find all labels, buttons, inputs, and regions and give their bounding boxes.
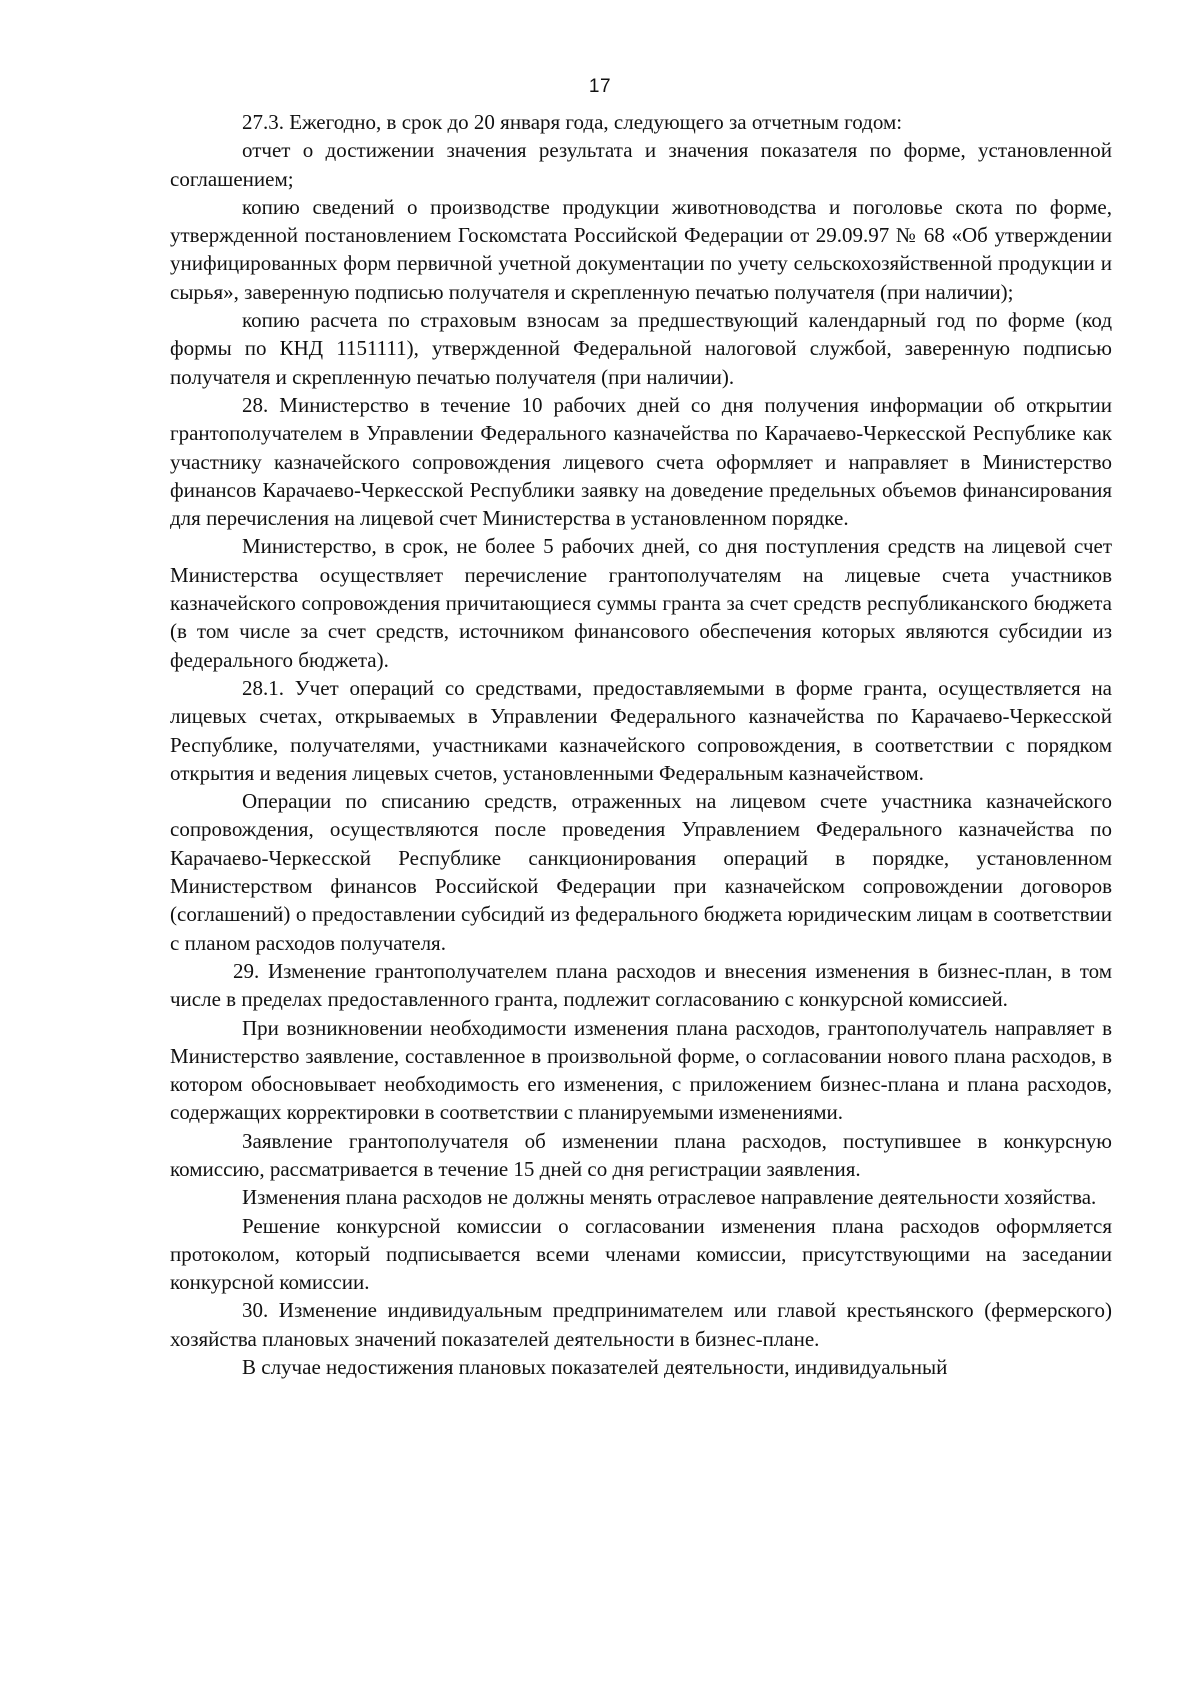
paragraph-28-1-operations: Операции по списанию средств, отраженных на лицевом счете участника казначейского сопровождения, осуществляются после проведения Управлением Федерального казначейства по Карачаево-Черкесской Республике санкционирования операций в порядке, установленном Министерством финансов Российской Федерации при казначейском сопровождении договоров (соглашений) о предоставлении субсидий из федерального бюджета юридическим лицам в соответствии с планом расходов получателя. <box>170 789 1112 955</box>
paragraph-29: 29. Изменение грантополучателем плана расходов и внесения изменения в бизнес-план, в том числе в пределах предоставленного гранта, подлежит согласованию с конкурсной комиссией. <box>170 958 1112 1012</box>
paragraph-28: 28. Министерство в течение 10 рабочих дней со дня получения информации об открытии грантополучателем в Управлении Федерального казначейства по Карачаево-Черкесской Республике как участнику казначейского сопровождения лицевого счета оформляет и направляет в Министерство финансов Карачаево-Черкесской Республики заявку на доведение предельных объемов финансирования для перечисления на лицевой счет Министерства в установленном порядке. <box>170 392 1112 531</box>
paragraph-27-3-heading: 27.3. Ежегодно, в срок до 20 января года, следующего за отчетным годом: <box>242 110 903 134</box>
paragraph-28-transfer: Министерство, в срок, не более 5 рабочих дней, со дня поступления средств на лицевой счет Министерства осуществляет перечисление грантополучателям на лицевые счета участников казначейского сопровождения причитающиеся суммы гранта за счет средств республиканского бюджета (в том числе за счет средств, источником финансового обеспечения которых являются субсидии из федерального бюджета). <box>170 534 1112 672</box>
paragraph-29-decision: Решение конкурсной комиссии о согласовании изменения плана расходов оформляется протоколом, который подписывается всеми членами комиссии, присутствующими на заседании конкурсной комиссии. <box>170 1213 1112 1295</box>
paragraph-30-failure: В случае недостижения плановых показателей деятельности, индивидуальный <box>242 1355 948 1380</box>
paragraph-29-application: Заявление грантополучателя об изменении плана расходов, поступившее в конкурсную комиссию, рассматривается в течение 15 дней со дня регистрации заявления. <box>170 1128 1112 1181</box>
paragraph-insurance-copy-item: копию расчета по страховым взносам за предшествующий календарный год по форме (код формы по КНД 1151111), утвержденной Федеральной налоговой службой, заверенную подписью получателя и скрепленную печатью получателя (при наличии). <box>170 308 1112 389</box>
paragraph-29-necessity: При возникновении необходимости изменения плана расходов, грантополучатель направляет в Министерство заявление, составленное в произвольной форме, о согласовании нового плана расходов, в котором обосновывает необходимость его изменения, с приложением бизнес-плана и плана расходов, содержащих корректировки в соответствии с планируемыми изменениями. <box>170 1015 1112 1125</box>
document-body <box>170 108 1112 1381</box>
paragraph-livestock-copy-item: копию сведений о производстве продукции животноводства и поголовье скота по форме, утвержденной постановлением Госкомстата Российской Федерации от 29.09.97 № 68 «Об утверждении унифицированных форм первичной учетной документации по учету сельскохозяйственной продукции и сырья», заверенную подписью получателя и скрепленную печатью получателя (при наличии); <box>170 194 1112 304</box>
paragraph-28-1: 28.1. Учет операций со средствами, предоставляемыми в форме гранта, осуществляется на лицевых счетах, открываемых в Управлении Федерального казначейства по Карачаево-Черкесской Республике, получателями, участниками казначейского сопровождения, в соответствии с порядком открытия и ведения лицевых счетов, установленными Федеральным казначейством. <box>170 675 1112 785</box>
paragraph-report-item: отчет о достижении значения результата и значения показателя по форме, установленной соглашением; <box>170 138 1112 191</box>
page-number: 17 <box>588 76 612 97</box>
paragraph-30: 30. Изменение индивидуальным предпринимателем или главой крестьянского (фермерского) хозяйства плановых значений показателей деятельности в бизнес-плане. <box>170 1298 1112 1351</box>
paragraph-29-changes: Изменения плана расходов не должны менять отраслевое направление деятельности хозяйства. <box>242 1185 1097 1210</box>
